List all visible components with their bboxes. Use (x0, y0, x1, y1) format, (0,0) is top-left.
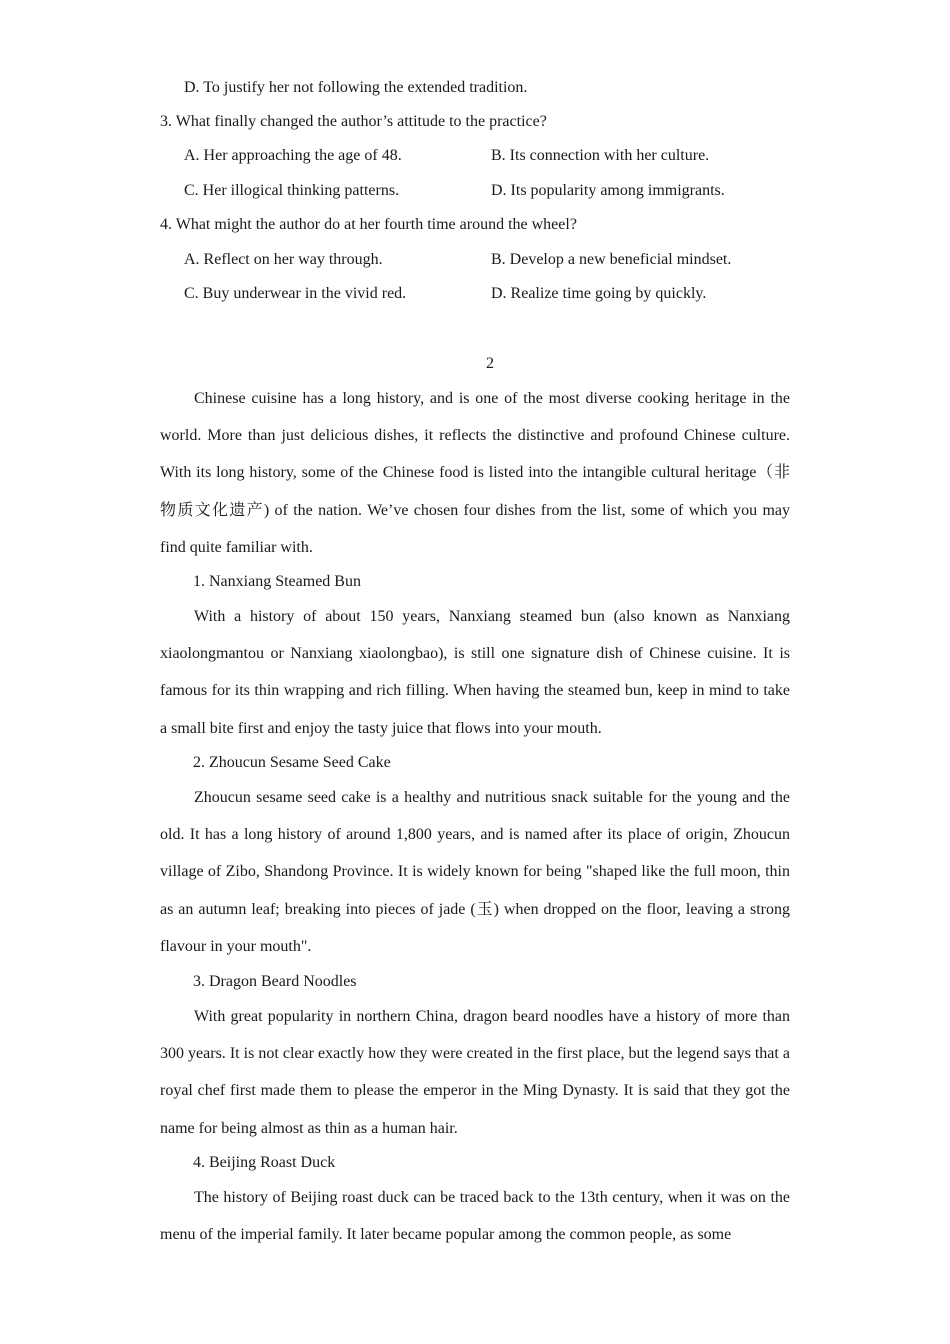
dish-text-roast-duck: The history of Beijing roast duck can be traced back to the 13th century, when it was on the menu of the imperial family. It later became popular among the common people, as some (160, 1189, 790, 1244)
dish-text-dragon-beard: With great popularity in northern China, dragon beard noodles have a history of more than 300 years. It is not clear exactly how they were created in the first place, but the legend says that a royal chef first made them to please the emperor in the Ming Dynasty. It is said that they got the name for being almost as thin as a human hair. (160, 1008, 790, 1137)
passage-number: 2 (486, 355, 494, 372)
q3-option-b: B. Its connection with her culture. (491, 147, 710, 164)
q3-option-d: D. Its popularity among immigrants. (491, 182, 725, 199)
dish-text-nanxiang: With a history of about 150 years, Nanxiang steamed bun (also known as Nanxiang xiaolongmantou or Nanxiang xiaolongbao), is still one signature dish of Chinese cuisine. It is famous for its thin wrapping and rich filling. When having the steamed bun, keep in mind to take a small bite first and enjoy the tasty juice that flows into your mouth. (160, 608, 790, 737)
passage-intro: Chinese cuisine has a long history, and is one of the most diverse cooking heritage in the world. More than just delicious dishes, it reflects the distinctive and profound Chinese culture. With its long history, some of the Chinese food is listed into the intangible cultural heritage（非物质文化遗产) of the nation. We’ve chosen four dishes from the list, some of which you may find quite familiar with. (160, 390, 790, 556)
dish-title-nanxiang: 1. Nanxiang Steamed Bun (193, 573, 361, 590)
dish-title-zhoucun: 2. Zhoucun Sesame Seed Cake (193, 754, 391, 771)
q3-option-a: A. Her approaching the age of 48. (184, 147, 402, 164)
q3-question: 3. What finally changed the author’s attitude to the practice? (160, 113, 547, 130)
dish-text-zhoucun: Zhoucun sesame seed cake is a healthy and nutritious snack suitable for the young and the old. It has a long history of around 1,800 years, and is named after its place of origin, Zhoucun village of Zibo, Shandong Province. It is widely known for being "shaped like the full moon, thin as an autumn leaf; breaking into pieces of jade (玉) when dropped on the floor, leaving a strong flavour in your mouth". (160, 789, 790, 955)
q4-question: 4. What might the author do at her fourth time around the wheel? (160, 216, 577, 233)
dish-title-dragon-beard: 3. Dragon Beard Noodles (193, 973, 357, 990)
q2-option-d: D. To justify her not following the extended tradition. (184, 79, 528, 96)
dish-title-roast-duck: 4. Beijing Roast Duck (193, 1154, 336, 1171)
q4-option-c: C. Buy underwear in the vivid red. (184, 285, 407, 302)
q4-option-a: A. Reflect on her way through. (184, 251, 383, 268)
q3-option-c: C. Her illogical thinking patterns. (184, 182, 400, 199)
q4-option-b: B. Develop a new beneficial mindset. (491, 251, 732, 268)
q4-option-d: D. Realize time going by quickly. (491, 285, 707, 302)
